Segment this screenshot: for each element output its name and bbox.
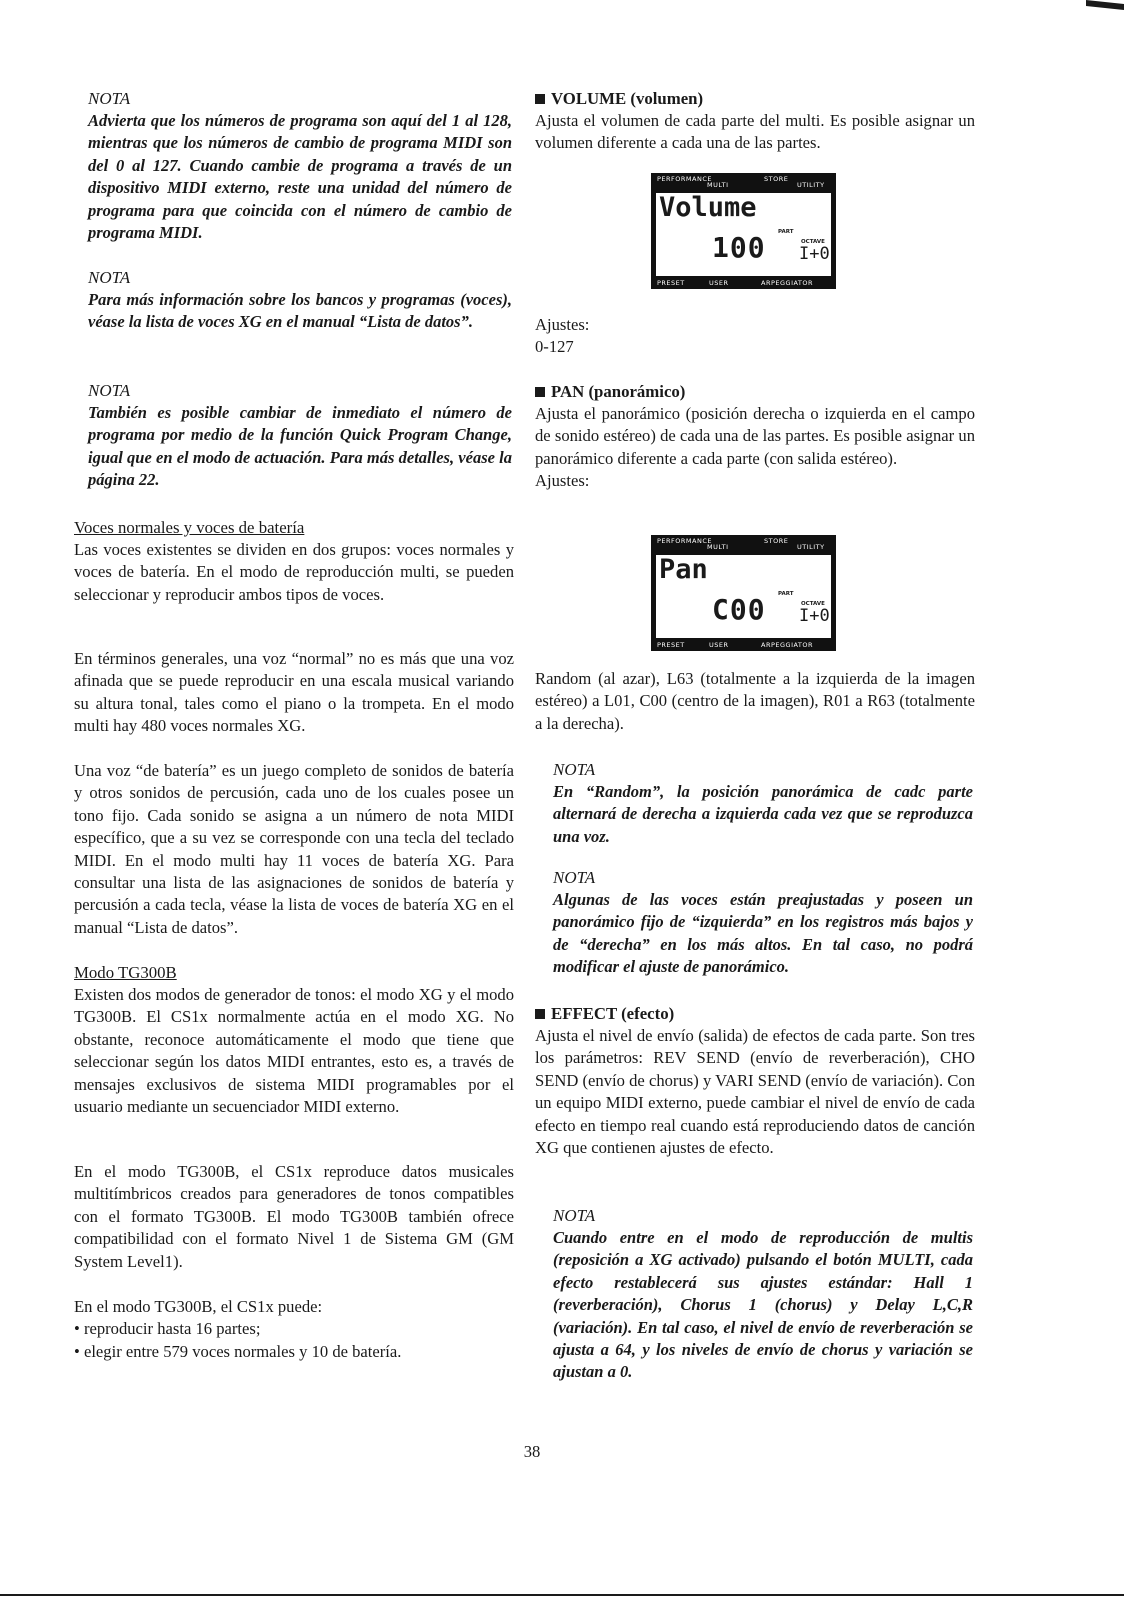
heading-text: EFFECT (efecto) bbox=[551, 1004, 675, 1023]
settings-label: Ajustes: bbox=[535, 471, 590, 491]
lcd-label: STORE bbox=[764, 175, 789, 183]
bullet-item: • reproducir hasta 16 partes; bbox=[74, 1319, 261, 1339]
lcd-screen bbox=[656, 555, 831, 638]
section-volume bbox=[535, 88, 975, 155]
bottom-rule bbox=[0, 1594, 1124, 1596]
nota-box-1 bbox=[88, 88, 512, 244]
page-number: 38 bbox=[523, 1442, 541, 1461]
paragraph: Una voz “de batería” es un juego completo de sonidos de batería y otros sonidos de percusión, cada uno de los cuales posee un tono fijo. Cada sonido se asigna a un número de nota MIDI específico, que a su vez se corresponde con una tecla del teclado MIDI. En el modo multi hay 11 voces de batería XG. Para consultar una lista de las asignaciones de sonidos de batería y percusión a cada tecla, véase la lista de voces de batería XG en el manual “Lista de datos”. bbox=[74, 761, 514, 937]
section-heading: Modo TG300B bbox=[74, 963, 177, 982]
lcd-part-label: PART bbox=[778, 229, 794, 235]
settings-label: Ajustes: bbox=[535, 315, 590, 334]
nota-text: Algunas de las voces están preajustadas y poseen un panorámico fijo de “izquierda” en los registros más bajos y de “derecha” en los más altos. En tal caso, no podrá modificar el ajuste de panorámico. bbox=[553, 890, 973, 977]
lcd-part-label: PART bbox=[778, 591, 794, 597]
lcd-value: 100 bbox=[712, 231, 766, 264]
pan-values bbox=[535, 668, 975, 735]
lcd-top-labels bbox=[651, 174, 836, 189]
bullet-item: • elegir entre 579 voces normales y 10 de batería. bbox=[74, 1341, 402, 1361]
section-modo bbox=[74, 962, 514, 1118]
heading-text: VOLUME (volumen) bbox=[551, 89, 704, 108]
section-voces bbox=[74, 517, 514, 606]
nota-text: También es posible cambiar de inmediato el número de programa por medio de la función Quick Program Change, igual que en el modo de actuación. Para más detalles, véase la página 22. bbox=[88, 403, 512, 490]
lcd-bottom-labels bbox=[651, 640, 836, 650]
nota-heading: NOTA bbox=[88, 268, 131, 287]
lcd-label: PRESET bbox=[657, 641, 685, 649]
caret-up-icon bbox=[717, 549, 725, 555]
lcd-label: ARPEGGIATOR bbox=[761, 641, 814, 649]
lcd-label: ARPEGGIATOR bbox=[761, 279, 814, 287]
paragraph: Ajusta el volumen de cada parte del multi. Es posible asignar un volumen diferente a cada una de las partes. bbox=[535, 111, 975, 153]
nota-text: Para más información sobre los bancos y programas (voces), véase la lista de voces XG en el manual “Lista de datos”. bbox=[88, 290, 512, 332]
lcd-param-name: Pan bbox=[659, 554, 708, 585]
lcd-octave-label: OCTAVE bbox=[801, 239, 825, 245]
lcd-display-pan bbox=[651, 535, 836, 651]
lcd-label: MULTI bbox=[707, 181, 729, 189]
lcd-octave-value: I+0 bbox=[799, 606, 830, 626]
lcd-top-labels bbox=[651, 536, 836, 551]
section-pan bbox=[535, 381, 975, 493]
paragraph: Random (al azar), L63 (totalmente a la izquierda de la imagen estéreo) a L01, C00 (centro de la imagen), R01 a R63 (totalmente a la derecha). bbox=[535, 669, 975, 733]
nota-heading: NOTA bbox=[88, 89, 131, 108]
volume-settings bbox=[535, 314, 835, 359]
lcd-label: PERFORMANCE bbox=[657, 537, 712, 545]
nota-heading: NOTA bbox=[553, 868, 596, 887]
lcd-octave-label: OCTAVE bbox=[801, 601, 825, 607]
lcd-value: C00 bbox=[712, 593, 766, 626]
nota-text: En “Random”, la posición panorámica de cadc parte alternará de derecha a izquierda cada vez que se reproduzca una voz. bbox=[553, 782, 973, 846]
section-effect bbox=[535, 1003, 975, 1159]
nota-heading: NOTA bbox=[88, 381, 131, 400]
paragraph: En el modo TG300B, el CS1x reproduce datos musicales multitímbricos creados para generadores de tonos compatibles con el formato TG300B. El modo TG300B también ofrece compatibilidad con el formato Nivel 1 de Sistema GM (GM System Level1). bbox=[74, 1162, 514, 1271]
bullet-square-icon bbox=[535, 1009, 545, 1019]
section-heading bbox=[535, 381, 975, 403]
paragraph: En el modo TG300B, el CS1x puede: bbox=[74, 1297, 323, 1316]
lcd-label: MULTI bbox=[707, 543, 729, 551]
nota-box-4 bbox=[553, 759, 973, 848]
paragraph-block bbox=[74, 1296, 514, 1363]
lcd-param-name: Volume bbox=[659, 192, 757, 223]
nota-box-2 bbox=[88, 267, 512, 334]
lcd-label: USER bbox=[709, 279, 729, 287]
nota-box-5 bbox=[553, 867, 973, 979]
nota-heading: NOTA bbox=[553, 760, 596, 779]
lcd-label: PRESET bbox=[657, 279, 685, 287]
section-heading bbox=[535, 88, 975, 110]
nota-box-6 bbox=[553, 1205, 973, 1384]
bullet-square-icon bbox=[535, 94, 545, 104]
lcd-bottom-labels bbox=[651, 278, 836, 288]
paragraph-block bbox=[74, 1161, 514, 1273]
nota-text: Advierta que los números de programa son aquí del 1 al 128, mientras que los números de cambio de programa MIDI son del 0 al 127. Cuando cambie de programa a través de un dispositivo MIDI externo, reste una unidad del número de programa para que coincida con el número de cambio de programa MIDI. bbox=[88, 111, 512, 243]
lcd-label: UTILITY bbox=[797, 181, 825, 189]
bullet-square-icon bbox=[535, 387, 545, 397]
lcd-label: PERFORMANCE bbox=[657, 175, 712, 183]
paragraph: Ajusta el nivel de envío (salida) de efectos de cada parte. Son tres los parámetros: REV SEND (envío de reverberación), CHO SEND (envío de chorus) y VARI SEND (envío de variación). Con un equipo MIDI externo, puede cambiar el nivel de envío de cada efecto en tiempo real cuando está reproduciendo datos de canción XG que contienen ajustes de efecto. bbox=[535, 1026, 975, 1158]
nota-heading: NOTA bbox=[553, 1206, 596, 1225]
paragraph: En términos generales, una voz “normal” no es más que una voz afinada que se puede reproducir en una escala musical variando su altura tonal, tales como el piano o la trompeta. En el modo multi hay 480 voces normales XG. bbox=[74, 649, 514, 736]
nota-box-3 bbox=[88, 380, 512, 492]
paragraph: Existen dos modos de generador de tonos: el modo XG y el modo TG300B. El CS1x normalmente actúa en el modo XG. No obstante, reconoce automáticamente el modo que tiene que seleccionar según los datos MIDI entrantes, esto es, a través de mensajes exclusivos de sistema MIDI programables por el usuario mediante un secuenciador MIDI externo. bbox=[74, 985, 514, 1117]
nota-text: Cuando entre en el modo de reproducción de multis (reposición a XG activado) pulsando el botón MULTI, cada efecto restablecerá sus ajustes estándar: Hall 1 (reverberación), Chorus 1 (chorus) y Delay L,C,R (variación). En tal caso, el nivel de envío de reverberación se ajusta a 64, y los niveles de envío de chorus y variación se ajustan a 0. bbox=[553, 1228, 973, 1382]
lcd-label: UTILITY bbox=[797, 543, 825, 551]
lcd-screen bbox=[656, 193, 831, 276]
paragraph-block bbox=[74, 760, 514, 939]
paragraph: Ajusta el panorámico (posición derecha o izquierda en el campo de sonido estéreo) de cada una de las partes. Es posible asignar un panorámico diferente a cada parte (con salida estéreo). bbox=[535, 404, 975, 468]
section-heading: Voces normales y voces de batería bbox=[74, 518, 305, 537]
settings-range: 0-127 bbox=[535, 337, 574, 357]
heading-text: PAN (panorámico) bbox=[551, 382, 686, 401]
lcd-octave-value: I+0 bbox=[799, 244, 830, 264]
paragraph: Las voces existentes se dividen en dos grupos: voces normales y voces de batería. En el modo de reproducción multi, se pueden seleccionar y reproducir ambos tipos de voces. bbox=[74, 540, 514, 604]
corner-mark bbox=[1086, 0, 1124, 10]
section-heading bbox=[535, 1003, 975, 1025]
lcd-display-volume bbox=[651, 173, 836, 289]
lcd-label: USER bbox=[709, 641, 729, 649]
paragraph-block bbox=[74, 648, 514, 738]
lcd-label: STORE bbox=[764, 537, 789, 545]
